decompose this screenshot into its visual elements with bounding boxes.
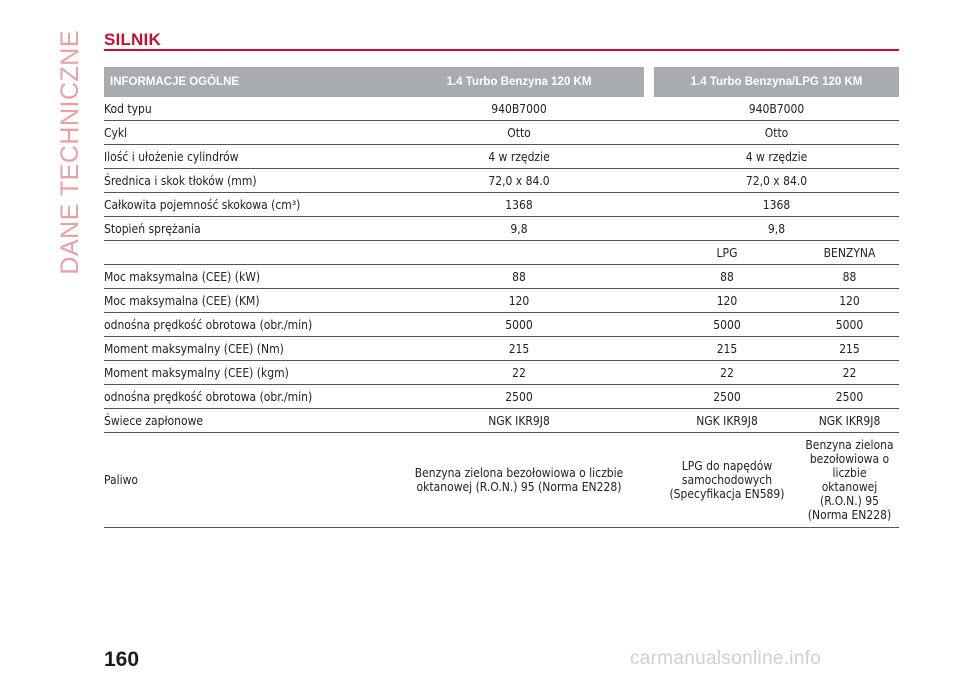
subheader-benzyna: BENZYNA — [800, 241, 899, 265]
row-label: Średnica i skok tłoków (mm) — [104, 169, 394, 193]
title-divider — [104, 49, 899, 51]
cell-value: 215 — [654, 337, 800, 361]
cell-value: 940B7000 — [394, 97, 644, 121]
row-label: odnośna prędkość obrotowa (obr./min) — [104, 313, 394, 337]
cell-value: 1368 — [654, 193, 899, 217]
table-row — [104, 97, 899, 121]
row-label: Paliwo — [104, 433, 394, 528]
cell-value: 88 — [654, 265, 800, 289]
table-row — [104, 385, 899, 409]
cell-value: 120 — [394, 289, 644, 313]
cell-value: 2500 — [654, 385, 800, 409]
cell-value: Benzyna zielona bezołowiowa o liczbie oktanowej (R.O.N.) 95 (Norma EN228) — [394, 433, 644, 528]
row-label: Stopień sprężania — [104, 217, 394, 241]
engine-spec-table — [104, 67, 899, 528]
table-row — [104, 361, 899, 385]
subheader-lpg: LPG — [654, 241, 800, 265]
row-label: Moc maksymalna (CEE) (KM) — [104, 289, 394, 313]
cell-value: NGK IKR9J8 — [654, 409, 800, 433]
table-row — [104, 193, 899, 217]
row-label: Moment maksymalny (CEE) (kgm) — [104, 361, 394, 385]
cell-value: 1368 — [394, 193, 644, 217]
cell-value: 4 w rzędzie — [394, 145, 644, 169]
page-number: 160 — [104, 648, 140, 671]
row-label: Kod typu — [104, 97, 394, 121]
cell-value: 215 — [394, 337, 644, 361]
watermark: carmanualsonline.info — [630, 648, 822, 669]
cell-value: 22 — [654, 361, 800, 385]
row-label: Ilość i ułożenie cylindrów — [104, 145, 394, 169]
cell-value: 5000 — [394, 313, 644, 337]
table-row — [104, 409, 899, 433]
cell-value: 72,0 x 84.0 — [394, 169, 644, 193]
cell-value: 2500 — [394, 385, 644, 409]
cell-value: NGK IKR9J8 — [394, 409, 644, 433]
cell-value: 88 — [800, 265, 899, 289]
cell-value: 215 — [800, 337, 899, 361]
cell-value: 2500 — [800, 385, 899, 409]
cell-value: 88 — [394, 265, 644, 289]
row-label: Całkowita pojemność skokowa (cm³) — [104, 193, 394, 217]
row-label: Moc maksymalna (CEE) (kW) — [104, 265, 394, 289]
cell-value: 9,8 — [654, 217, 899, 241]
table-row — [104, 121, 899, 145]
row-label: Moment maksymalny (CEE) (Nm) — [104, 337, 394, 361]
table-row — [104, 313, 899, 337]
cell-value: 940B7000 — [654, 97, 899, 121]
table-row — [104, 217, 899, 241]
side-section-title: DANE TECHNICZNE — [56, 30, 84, 275]
cell-value: 22 — [800, 361, 899, 385]
cell-value: Otto — [654, 121, 899, 145]
cell-value: 5000 — [800, 313, 899, 337]
cell-value: 9,8 — [394, 217, 644, 241]
table-row — [104, 265, 899, 289]
header-petrol-engine: 1.4 Turbo Benzyna 120 KM — [394, 67, 644, 97]
table-row — [104, 289, 899, 313]
cell-value: 4 w rzędzie — [654, 145, 899, 169]
fuel-subheader-row — [104, 241, 899, 265]
cell-value: Benzyna zielona bezołowiowa o liczbie oktanowej (R.O.N.) 95 (Norma EN228) — [800, 433, 899, 528]
table-row — [104, 145, 899, 169]
page-title: SILNIK — [104, 30, 161, 49]
cell-value: Otto — [394, 121, 644, 145]
row-label: odnośna prędkość obrotowa (obr./min) — [104, 385, 394, 409]
table-row — [104, 169, 899, 193]
cell-value: LPG do napędów samochodowych (Specyfikacja EN589) — [654, 433, 800, 528]
header-petrol-lpg-engine: 1.4 Turbo Benzyna/LPG 120 KM — [654, 67, 899, 97]
table-row — [104, 337, 899, 361]
cell-value: 5000 — [654, 313, 800, 337]
cell-value: 120 — [654, 289, 800, 313]
row-label: Cykl — [104, 121, 394, 145]
cell-value: 72,0 x 84.0 — [654, 169, 899, 193]
row-label: Świece zapłonowe — [104, 409, 394, 433]
table-header-row — [104, 67, 899, 97]
cell-value: 120 — [800, 289, 899, 313]
cell-value: NGK IKR9J8 — [800, 409, 899, 433]
header-general-info: INFORMACJE OGÓLNE — [104, 67, 394, 97]
fuel-row — [104, 433, 899, 528]
cell-value: 22 — [394, 361, 644, 385]
